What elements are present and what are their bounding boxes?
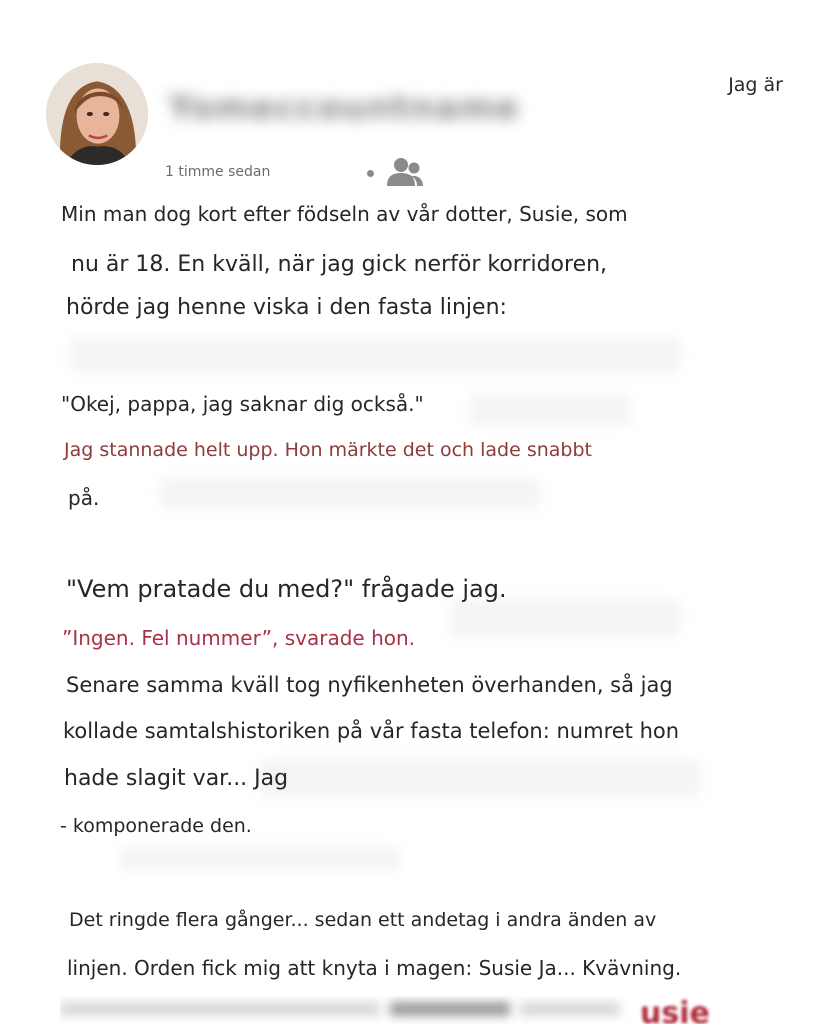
avatar-photo: [46, 63, 148, 165]
story-line-5: Jag stannade helt upp. Hon märkte det och lade snabbt: [64, 439, 592, 461]
avatar[interactable]: [46, 63, 148, 165]
cut-off-footer-text: usie: [640, 996, 710, 1024]
account-name[interactable]: Yomeccountname: [168, 88, 520, 128]
story-line-4: "Okej, pappa, jag saknar dig också.": [61, 392, 424, 416]
story-line-7: "Vem pratade du med?" frågade jag.: [66, 575, 507, 603]
cut-off-footer: [60, 996, 760, 1024]
story-line-1: Min man dog kort efter födseln av vår dotter, Susie, som: [61, 202, 628, 226]
story-line-8: ”Ingen. Fel nummer”, svarade hon.: [62, 626, 416, 650]
top-right-text: Jag är: [728, 74, 783, 96]
story-line-2: nu är 18. En kväll, när jag gick nerför korridoren,: [71, 252, 608, 277]
story-line-11: hade slagit var... Jag: [64, 766, 289, 791]
story-line-9: Senare samma kväll tog nyfikenheten överhanden, så jag: [66, 673, 673, 697]
separator-dot: [367, 170, 374, 177]
story-line-10: kollade samtalshistoriken på vår fasta telefon: numret hon: [63, 719, 680, 743]
story-line-6: på.: [68, 486, 100, 510]
story-line-3: hörde jag henne viska i den fasta linjen:: [66, 295, 507, 320]
story-line-12: - komponerade den.: [60, 815, 252, 837]
friends-icon[interactable]: [385, 156, 425, 190]
story-line-14: linjen. Orden fick mig att knyta i magen: Susie Ja... Kvävning.: [67, 956, 682, 980]
post-timestamp[interactable]: 1 timme sedan: [165, 164, 271, 180]
story-line-13: Det ringde flera gånger... sedan ett andetag i andra änden av: [69, 909, 657, 931]
